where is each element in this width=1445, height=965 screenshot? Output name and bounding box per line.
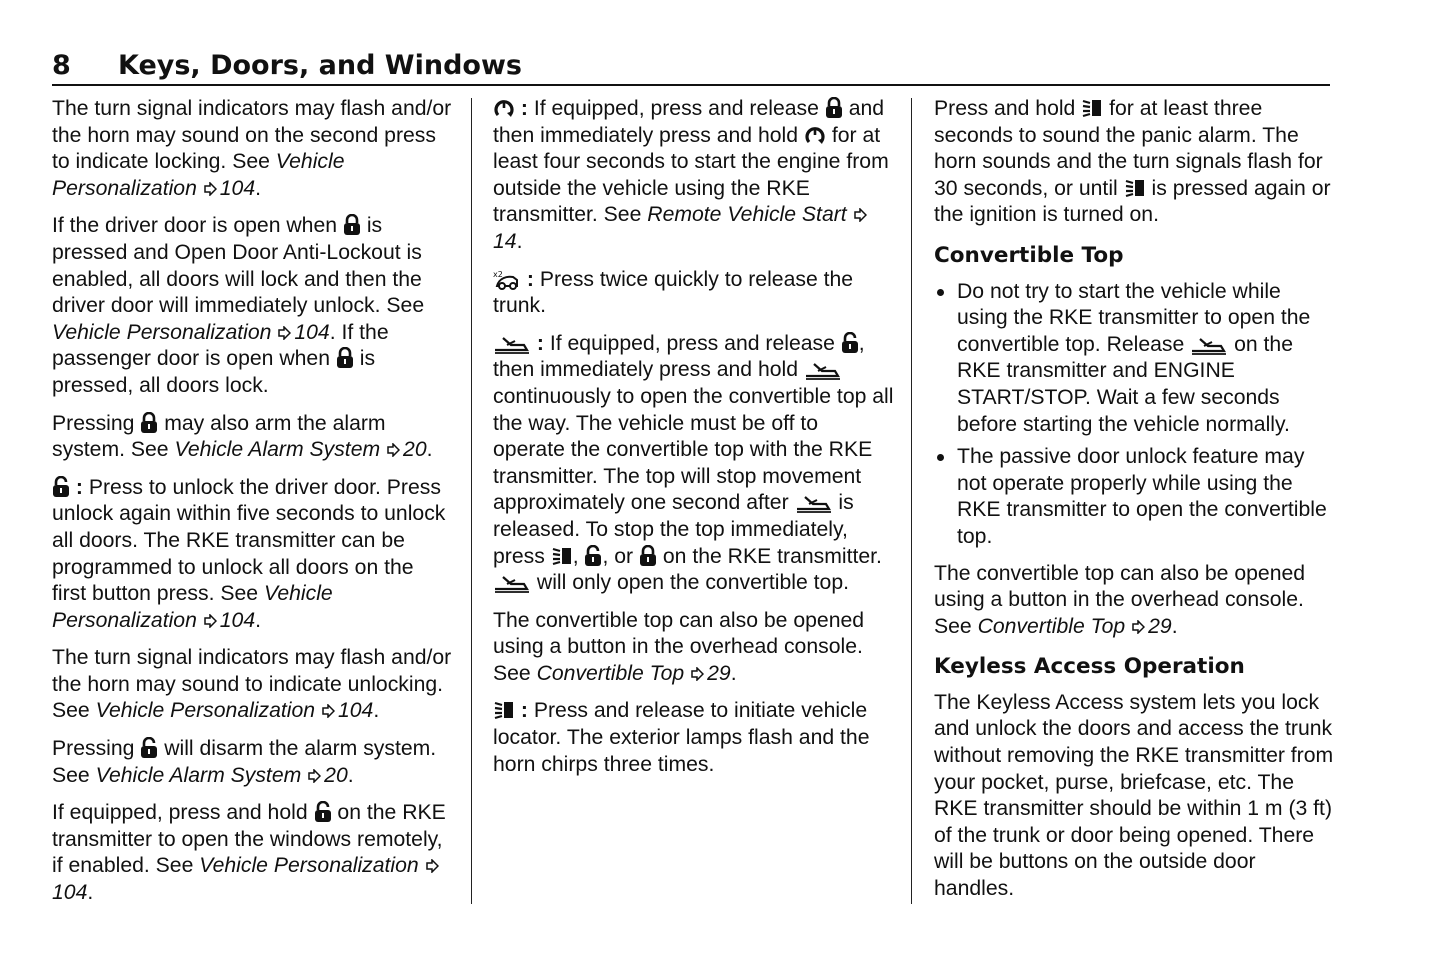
vehicle-locator-icon	[493, 699, 515, 721]
page-ref-arrow-icon	[278, 326, 291, 340]
column-left	[52, 96, 452, 918]
page-number: 8	[52, 50, 71, 81]
vehicle-locator-icon	[1124, 177, 1146, 199]
cross-reference-link[interactable]: Vehicle Personalization	[199, 854, 419, 878]
paragraph: Pressing may also arm the alarm system. See Vehicle Alarm System 20.	[52, 411, 433, 462]
paragraph: : Press twice quickly to release the trunk.	[493, 267, 854, 318]
page-ref-number[interactable]: 104	[337, 699, 374, 723]
convertible-top-icon	[804, 360, 842, 380]
cross-reference-link[interactable]: Convertible Top	[536, 661, 685, 685]
page-ref-arrow-icon	[308, 769, 321, 783]
page-ref-number[interactable]: 104	[52, 881, 88, 905]
page-ref-arrow-icon	[204, 182, 217, 196]
page-ref-arrow-icon	[691, 667, 704, 681]
paragraph: The Keyless Access system lets you lock and unlock the doors and access the trunk without removing the RKE transmitter from your pocket, purse, briefcase, etc. The RKE transmitter should be within 1 m (3 ft) of the trunk or door being opened. There will be buttons on the outside door handles.	[934, 690, 1334, 901]
unlock-icon	[52, 476, 70, 498]
cross-reference-link[interactable]: Vehicle Personalization	[52, 150, 345, 200]
paragraph: Pressing will disarm the alarm system. See Vehicle Alarm System 20.	[52, 737, 437, 787]
page-ref-arrow-icon	[204, 614, 217, 628]
convertible-top-icon	[795, 493, 833, 513]
remote-start-icon	[493, 97, 515, 119]
bullet-list	[934, 279, 1334, 551]
cross-reference-link[interactable]: Vehicle Alarm System	[95, 763, 302, 787]
vehicle-locator-icon	[551, 545, 573, 567]
convertible-top-icon	[493, 334, 531, 354]
paragraph: Press and hold for at least three seconds to sound the panic alarm. The horn sounds and the turn signals flash for 30 seconds, or until is pressed again or the ignition is turned on.	[934, 97, 1331, 227]
paragraph: The convertible top can also be opened using a button in the overhead console. See Convertible Top 29.	[493, 608, 865, 685]
unlock-icon	[841, 332, 859, 354]
section-heading: Keyless Access Operation	[934, 654, 1245, 680]
cross-reference-link[interactable]: Vehicle Alarm System	[174, 438, 381, 462]
cross-reference-link[interactable]: Vehicle Personalization	[52, 582, 333, 632]
page-ref-number[interactable]: 29	[707, 661, 731, 685]
page-ref-number[interactable]: 104	[219, 608, 256, 632]
paragraph: : Press and release to initiate vehicle locator. The exterior lamps flash and the horn chirps three times.	[493, 699, 870, 776]
page-ref-arrow-icon	[322, 704, 335, 718]
paragraph: If the driver door is open when is pressed and Open Door Anti-Lockout is enabled, all doors will lock and then the driver door will immediately unlock. See Vehicle Personalization 104. If the passenger door is open when is pressed, all doors lock.	[52, 214, 425, 397]
trunk-icon	[493, 268, 521, 290]
page-ref-number[interactable]: 14	[493, 229, 517, 253]
vehicle-locator-icon	[1081, 97, 1103, 119]
lock-icon	[825, 97, 843, 119]
cross-reference-link[interactable]: Vehicle Personalization	[95, 699, 316, 723]
page-ref-number[interactable]: 20	[403, 438, 427, 462]
page-ref-number[interactable]: 104	[219, 176, 256, 200]
list-item: The passive door unlock feature may not operate properly while using the RKE transmitter to open the convertible top.	[934, 444, 1334, 550]
page-header	[52, 48, 1330, 86]
page-ref-number[interactable]: 20	[324, 763, 348, 787]
unlock-icon	[314, 801, 332, 823]
paragraph: The turn signal indicators may flash and/or the horn may sound on the second press to indicate locking. See Vehicle Personalization 104.	[52, 97, 452, 200]
convertible-top-icon	[1190, 335, 1228, 355]
page-ref-number[interactable]: 29	[1148, 614, 1172, 638]
page-ref-arrow-icon	[387, 443, 400, 457]
list-item: Do not try to start the vehicle while using the RKE transmitter to open the convertible top. Release on the RKE transmitter and ENGINE START/STOP. Wait a few seconds before starting the vehicle normally.	[934, 279, 1334, 439]
page-ref-arrow-icon	[1132, 620, 1145, 634]
chapter-title: Keys, Doors, and Windows	[118, 50, 522, 81]
unlock-icon	[140, 737, 158, 759]
lock-icon	[343, 214, 361, 236]
paragraph: : Press to unlock the driver door. Press unlock again within five seconds to unlock all doors. The RKE transmitter can be programmed to unlock all doors on the first button press. See Vehicle Personalization 104.	[52, 475, 446, 632]
column-divider	[471, 98, 472, 904]
cross-reference-link[interactable]: Vehicle Personalization	[52, 320, 272, 344]
column-right	[934, 96, 1334, 914]
convertible-top-icon	[493, 573, 531, 593]
remote-start-icon	[804, 124, 826, 146]
lock-icon	[336, 347, 354, 369]
paragraph: If equipped, press and hold on the RKE transmitter to open the windows remotely, if enabled. See Vehicle Personalization 104.	[52, 801, 446, 905]
paragraph: The convertible top can also be opened using a button in the overhead console. See Convertible Top 29.	[934, 561, 1306, 638]
lock-icon	[140, 412, 158, 434]
cross-reference-link[interactable]: Remote Vehicle Start	[647, 203, 847, 227]
column-divider	[911, 98, 912, 904]
column-middle	[493, 96, 895, 789]
paragraph: : If equipped, press and release , then immediately press and hold continuously to open the convertible top all the way. The vehicle must be off to operate the convertible top with the RKE transmitter. The top will stop movement approximately one second after is released. To stop the top immediately, press , , or on the RKE transmitter. will only open the convertible top.	[493, 331, 894, 595]
section-heading: Convertible Top	[934, 242, 1124, 268]
page-ref-arrow-icon	[854, 208, 867, 222]
cross-reference-link[interactable]: Convertible Top	[977, 614, 1126, 638]
lock-icon	[639, 545, 657, 567]
page-ref-arrow-icon	[426, 859, 439, 873]
unlock-icon	[584, 545, 602, 567]
page-ref-number[interactable]: 104	[294, 320, 330, 344]
paragraph: The turn signal indicators may flash and/or the horn may sound to indicate unlocking. See Vehicle Personalization 104.	[52, 646, 452, 723]
paragraph: : If equipped, press and release and then immediately press and hold for at least four seconds to start the engine from outside the vehicle using the RKE transmitter. See Remote Vehicle Start 14.	[493, 97, 889, 253]
